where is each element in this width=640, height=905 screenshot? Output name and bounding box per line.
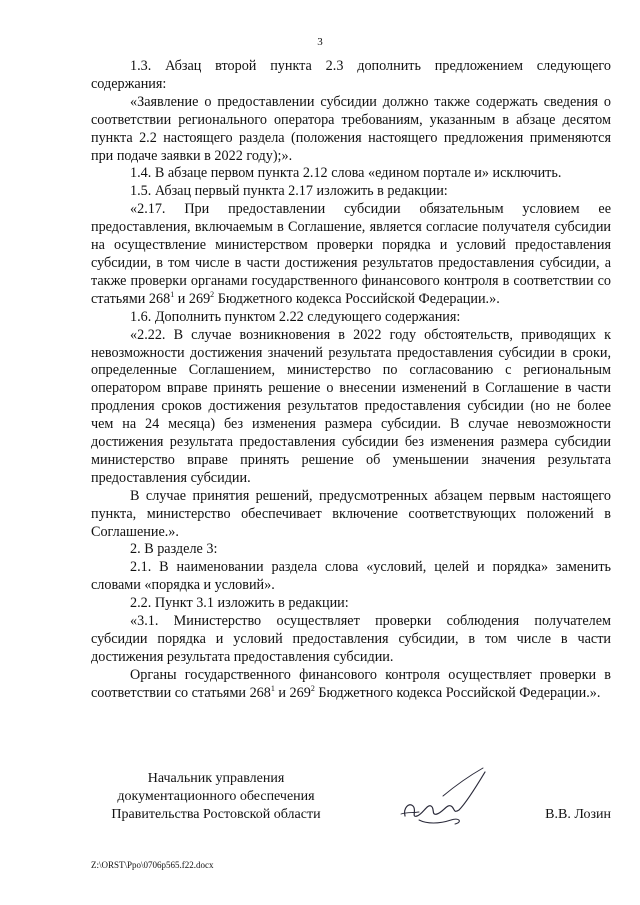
paragraph-2-1: 2.1. В наименовании раздела слова «условий, целей и порядка» заменить словами «порядка и условий». [91,559,611,594]
paragraph-1-4: 1.4. В абзаце первом пункта 2.12 слова «едином портале и» исключить. [130,165,562,182]
paragraph-3-1: «3.1. Министерство осуществляет проверки соблюдения получателем субсидии порядка и условий предоставления субсидии, в том числе в части достижения результата предоставления субсидии. [91,613,611,665]
signatory-name: В.В. Лозин [545,807,611,822]
signatory-title-line: Начальник управления [147,771,285,786]
paragraph-control-text-after: Бюджетного кодекса Российской Федерации.». [314,684,601,701]
paragraph-2-17 [91,201,611,308]
signatory-title-line: документационного обеспечения [117,789,315,804]
handwritten-signature [343,764,493,830]
paragraph-2-2: 2.2. Пункт 3.1 изложить в редакции: [130,595,349,612]
paragraph-2-22-second: В случае принятия решений, предусмотренных абзацем первым настоящего пункта, министерство обеспечивает включение соответствующих положений в Соглашение.». [91,487,611,540]
signatory-title-line: Правительства Ростовской области [111,807,321,822]
superscript-1: 1 [270,683,275,693]
paragraph-2: 2. В разделе 3: [130,541,218,558]
paragraph-2-22: «2.22. В случае возникновения в 2022 году обстоятельств, приводящих к невозможности достижения значений результата предоставления субсидии в сроки, определенные Соглашением, министерство по согласованию с региональным оператором вправе принять решение о внесении изменений в Соглашение в части продления сроков достижения результатов предоставления субсидии (но не более чем на 24 месяца) без изменения размера субсидии. В случае невозможности достижения результата предоставления субсидии без изменения размера субсидии министерство вправе принять решение об уменьшении значения результата предоставления субсидии. [91,326,611,486]
page-number: 3 [317,36,323,48]
paragraph-1-6: 1.6. Дополнить пунктом 2.22 следующего содержания: [130,308,461,325]
paragraph-control-text-before: Органы государственного финансового контроля осуществляет проверки в соответствии со статьями 268 [91,666,611,701]
paragraph-control-bodies [91,667,611,703]
superscript-2: 2 [210,289,215,299]
paragraph-control-text-mid: и 269 [274,684,311,701]
paragraph-2-17-text-mid: и 269 [174,290,211,307]
paragraph-quote-application: «Заявление о предоставлении субсидии должно также содержать сведения о соответствии регионального оператора требованиям, указанным в абзаце десятом пункта 2.2 настоящего раздела (положения настоящего предложения применяются при подаче заявки в 2022 году);». [91,93,611,164]
superscript-1: 1 [170,289,175,299]
signature-block [91,770,611,830]
file-path: Z:\ORST\Ppo\0706p565.f22.docx [91,860,214,870]
document-body [91,58,611,703]
paragraph-2-17-text-before: «2.17. При предоставлении субсидии обязательным условием ее предоставления, включаемым в Соглашение, является согласие получателя субсидии на осуществление министерством проверки порядка и условий предоставления субсидии, в том числе в части достижения результатов предоставления субсидии, а также проверки органами государственного финансового контроля в соответствии со статьями 268 [91,201,611,307]
paragraph-1-3: 1.3. Абзац второй пункта 2.3 дополнить предложением следующего содержания: [91,58,611,92]
paragraph-1-5: 1.5. Абзац первый пункта 2.17 изложить в редакции: [130,183,448,200]
superscript-2: 2 [310,683,315,693]
paragraph-2-17-text-after: Бюджетного кодекса Российской Федерации.». [214,290,500,307]
signatory-title [91,770,341,824]
